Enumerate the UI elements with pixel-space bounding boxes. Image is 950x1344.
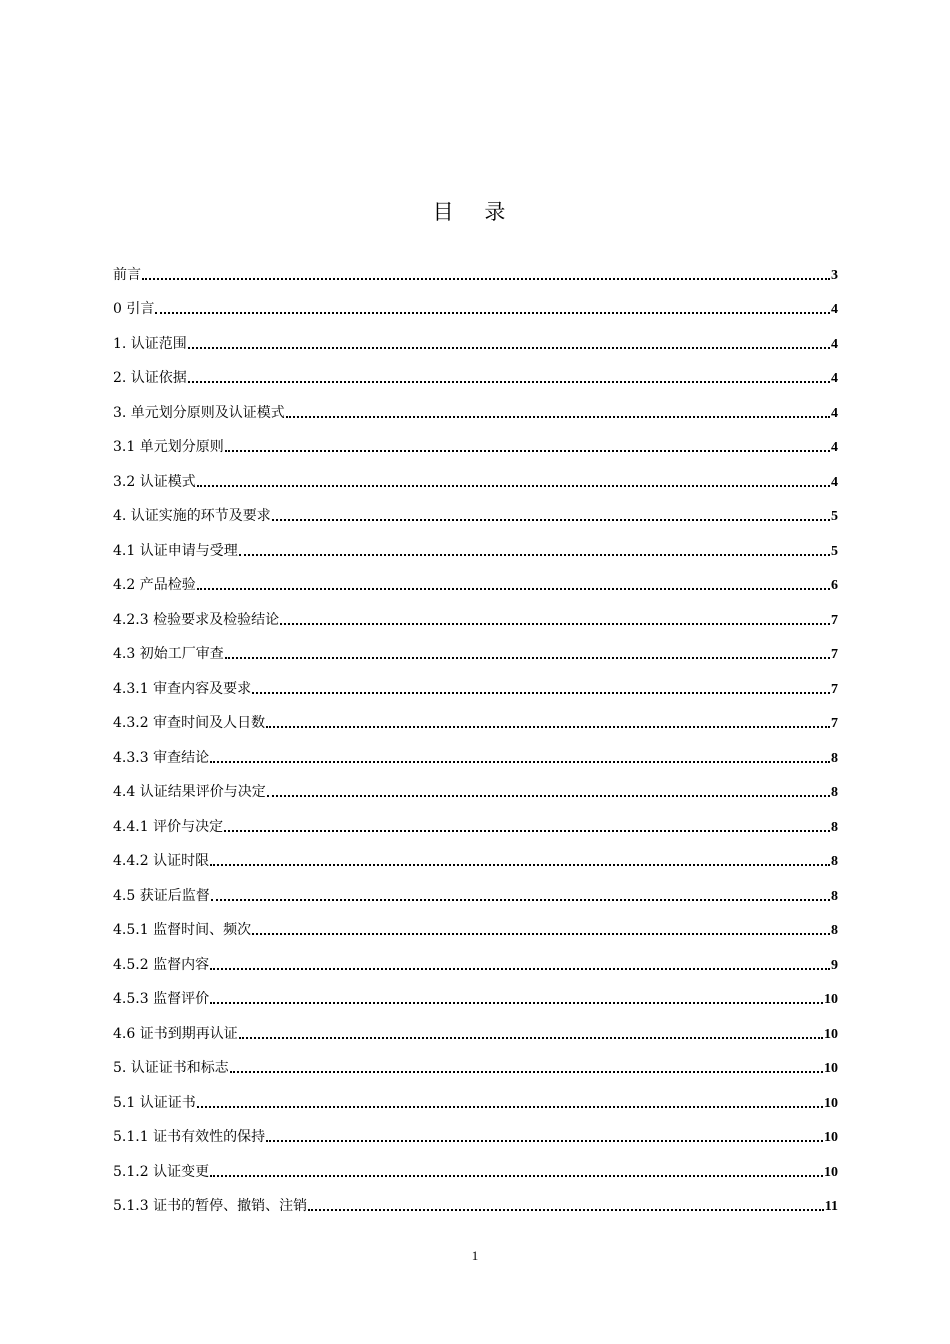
toc-dot-leader <box>230 1071 823 1073</box>
toc-entry-page-number: 10 <box>824 1026 838 1042</box>
toc-entry-label: 0 引言 <box>113 301 155 317</box>
toc-dot-leader <box>239 1037 823 1039</box>
toc-dot-leader <box>308 1209 824 1211</box>
toc-entry-page-number: 10 <box>824 992 838 1007</box>
toc-entry[interactable] <box>113 732 838 767</box>
toc-entry[interactable] <box>113 594 838 629</box>
toc-dot-leader <box>197 588 830 590</box>
toc-entry-label: 4.4.1 评价与决定 <box>113 818 224 835</box>
toc-entry-label: 4.2.3 检验要求及检验结论 <box>113 611 280 628</box>
toc-entry-page-number: 4 <box>831 474 838 490</box>
toc-dot-leader <box>188 347 830 349</box>
toc-entry-page-number: 4 <box>831 440 838 455</box>
toc-dot-leader <box>267 795 830 797</box>
toc-entry-label: 5. 认证证书和标志 <box>113 1060 229 1076</box>
table-of-contents <box>113 249 838 1215</box>
toc-entry-label: 1. 认证范围 <box>113 335 187 352</box>
toc-entry-page-number: 9 <box>831 957 838 973</box>
toc-entry-label: 4.5 获证后监督 <box>113 887 210 904</box>
toc-entry[interactable] <box>113 939 838 974</box>
toc-dot-leader <box>210 1175 823 1177</box>
toc-entry[interactable] <box>113 525 838 560</box>
toc-entry[interactable] <box>113 353 838 388</box>
toc-entry-page-number: 7 <box>831 612 838 628</box>
toc-entry-page-number: 4 <box>831 302 838 317</box>
toc-dot-leader <box>252 692 830 694</box>
toc-entry[interactable] <box>113 249 838 284</box>
toc-entry-label: 5.1 认证证书 <box>113 1094 196 1111</box>
toc-entry-page-number: 10 <box>824 1095 838 1111</box>
toc-dot-leader <box>266 726 830 728</box>
page-title: 目 录 <box>432 200 518 224</box>
toc-entry[interactable] <box>113 1008 838 1043</box>
toc-entry[interactable] <box>113 387 838 422</box>
toc-entry[interactable] <box>113 801 838 836</box>
toc-dot-leader <box>266 1140 823 1142</box>
toc-entry-label: 4.6 证书到期再认证 <box>113 1025 238 1042</box>
toc-entry-page-number: 10 <box>824 1061 838 1076</box>
toc-entry-page-number: 7 <box>831 681 838 697</box>
toc-entry-label: 3.1 单元划分原则 <box>113 439 224 455</box>
toc-dot-leader <box>210 1002 823 1004</box>
toc-entry[interactable] <box>113 870 838 905</box>
toc-entry-page-number: 5 <box>831 509 838 524</box>
toc-entry-label: 4.4.2 认证时限 <box>113 853 210 869</box>
toc-entry[interactable] <box>113 698 838 733</box>
toc-dot-leader <box>286 416 830 418</box>
toc-entry-page-number: 7 <box>831 716 838 731</box>
toc-entry-page-number: 10 <box>824 1130 838 1145</box>
toc-dot-leader <box>210 968 830 970</box>
toc-dot-leader <box>225 657 830 659</box>
toc-entry-label: 4.5.1 监督时间、频次 <box>113 922 252 938</box>
toc-entry-page-number: 4 <box>831 371 838 386</box>
toc-entry-page-number: 8 <box>831 888 838 904</box>
toc-entry-label: 4.4 认证结果评价与决定 <box>113 784 266 800</box>
toc-dot-leader <box>210 761 830 763</box>
toc-dot-leader <box>272 519 830 521</box>
toc-entry-page-number: 11 <box>824 1199 838 1214</box>
toc-entry[interactable] <box>113 318 838 353</box>
toc-entry-page-number: 4 <box>831 405 838 421</box>
toc-dot-leader <box>252 933 830 935</box>
toc-entry[interactable] <box>113 767 838 802</box>
toc-entry-page-number: 8 <box>831 854 838 869</box>
toc-entry[interactable] <box>113 1077 838 1112</box>
toc-entry[interactable] <box>113 1181 838 1216</box>
toc-entry-label: 3.2 认证模式 <box>113 473 196 490</box>
toc-entry[interactable] <box>113 1146 838 1181</box>
toc-entry[interactable] <box>113 974 838 1009</box>
toc-entry[interactable] <box>113 836 838 871</box>
toc-entry-page-number: 5 <box>831 543 838 559</box>
toc-entry-label: 4.2 产品检验 <box>113 577 196 593</box>
toc-entry-label: 前言 <box>113 266 141 283</box>
toc-entry[interactable] <box>113 1043 838 1078</box>
toc-dot-leader <box>155 312 830 314</box>
toc-entry-label: 4.3.2 审查时间及人日数 <box>113 715 266 731</box>
toc-dot-leader <box>280 623 830 625</box>
toc-dot-leader <box>210 864 830 866</box>
toc-dot-leader <box>211 899 830 901</box>
toc-entry-page-number: 8 <box>831 819 838 835</box>
toc-entry-page-number: 4 <box>831 336 838 352</box>
toc-entry-label: 4.5.2 监督内容 <box>113 956 210 973</box>
page-number: 1 <box>471 1248 479 1263</box>
toc-dot-leader <box>197 1106 823 1108</box>
toc-entry-label: 4.3.1 审查内容及要求 <box>113 680 252 697</box>
toc-entry-label: 5.1.3 证书的暂停、撤销、注销 <box>113 1198 308 1214</box>
toc-dot-leader <box>197 485 830 487</box>
toc-entry-label: 4.3 初始工厂审查 <box>113 646 224 662</box>
toc-entry-page-number: 3 <box>831 267 838 283</box>
toc-entry-page-number: 7 <box>831 647 838 662</box>
toc-entry-label: 4.5.3 监督评价 <box>113 991 210 1007</box>
toc-entry-label: 5.1.2 认证变更 <box>113 1163 210 1180</box>
toc-entry-page-number: 10 <box>824 1164 838 1180</box>
toc-entry-label: 3. 单元划分原则及认证模式 <box>113 404 285 421</box>
toc-entry-label: 4.1 认证申请与受理 <box>113 542 238 559</box>
toc-entry-label: 4. 认证实施的环节及要求 <box>113 508 271 524</box>
toc-entry[interactable] <box>113 560 838 595</box>
toc-entry-page-number: 8 <box>831 785 838 800</box>
toc-entry[interactable] <box>113 629 838 664</box>
toc-dot-leader <box>188 381 830 383</box>
toc-dot-leader <box>142 278 830 280</box>
toc-dot-leader <box>239 554 830 556</box>
toc-entry[interactable] <box>113 905 838 940</box>
toc-dot-leader <box>225 450 830 452</box>
toc-entry[interactable] <box>113 456 838 491</box>
toc-entry[interactable] <box>113 663 838 698</box>
toc-entry-page-number: 8 <box>831 923 838 938</box>
toc-entry-label: 5.1.1 证书有效性的保持 <box>113 1129 266 1145</box>
toc-entry-page-number: 8 <box>831 750 838 766</box>
toc-entry[interactable] <box>113 1112 838 1147</box>
toc-entry-label: 2. 认证依据 <box>113 370 187 386</box>
toc-entry-label: 4.3.3 审查结论 <box>113 749 210 766</box>
toc-entry[interactable] <box>113 284 838 319</box>
toc-entry[interactable] <box>113 422 838 457</box>
toc-entry[interactable] <box>113 491 838 526</box>
toc-dot-leader <box>224 830 830 832</box>
toc-entry-page-number: 6 <box>831 578 838 593</box>
